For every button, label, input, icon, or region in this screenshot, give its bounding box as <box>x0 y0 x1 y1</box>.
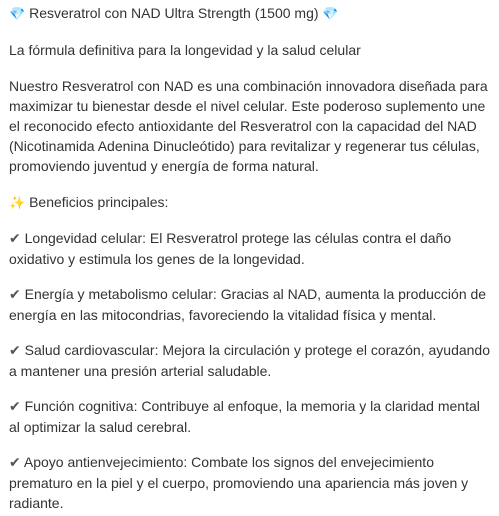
sparkles-icon: ✨ <box>9 196 26 211</box>
check-icon: ✔ <box>9 287 21 303</box>
intro-line: promoviendo juventud y energía de forma natural. <box>9 158 319 174</box>
benefit-line: radiante. <box>9 495 64 511</box>
benefit-item-longevity <box>9 228 491 269</box>
product-title: Resveratrol con NAD Ultra Strength (1500 mg) <box>29 5 319 21</box>
benefit-line: energía en las mitocondrias, favoreciendo la vitalidad física y mental. <box>9 307 437 323</box>
benefit-line: Salud cardiovascular: Mejora la circulación y protege el corazón, ayudando <box>24 342 490 358</box>
benefits-heading-row <box>9 192 491 214</box>
diamond-icon: 💎 <box>9 7 26 22</box>
intro-line: el reconocido efecto antioxidante del Resveratrol con la capacidad del NAD <box>9 118 477 134</box>
benefit-item-cardiovascular <box>9 340 491 381</box>
check-icon: ✔ <box>9 231 21 247</box>
product-subtitle: La fórmula definitiva para la longevidad y la salud celular <box>9 42 361 58</box>
intro-line: (Nicotinamida Adenina Dinucleótido) para revitalizar y regenerar tus células, <box>9 138 480 154</box>
intro-line: Nuestro Resveratrol con NAD es una combinación innovadora diseñada para <box>9 78 488 94</box>
benefit-item-cognitive <box>9 396 491 437</box>
benefit-line: Función cognitiva: Contribuye al enfoque, la memoria y la claridad mental <box>24 398 480 414</box>
benefit-item-energy <box>9 284 491 325</box>
benefit-line: a mantener una presión arterial saludable. <box>9 363 272 379</box>
benefit-line: Energía y metabolismo celular: Gracias al NAD, aumenta la producción de <box>24 286 487 302</box>
check-icon: ✔ <box>9 399 21 415</box>
benefits-heading: Beneficios principales: <box>29 194 169 210</box>
benefit-line: Longevidad celular: El Resveratrol protege las células contra el daño <box>24 230 452 246</box>
benefit-item-antiaging <box>9 452 491 513</box>
benefit-line: Apoyo antienvejecimiento: Combate los signos del envejecimiento <box>23 454 434 470</box>
product-title-row <box>9 3 491 25</box>
diamond-icon: 💎 <box>322 7 339 22</box>
check-icon: ✔ <box>9 343 21 359</box>
benefit-line: oxidativo y estimula los genes de la longevidad. <box>9 251 305 267</box>
benefit-line: prematuro en la piel y el cuerpo, promoviendo una apariencia más joven y <box>9 475 469 491</box>
check-icon: ✔ <box>9 455 21 471</box>
intro-line: maximizar tu bienestar desde el nivel celular. Este poderoso suplemento une <box>9 98 486 114</box>
benefit-line: al optimizar la salud cerebral. <box>9 419 192 435</box>
product-intro <box>9 76 491 176</box>
